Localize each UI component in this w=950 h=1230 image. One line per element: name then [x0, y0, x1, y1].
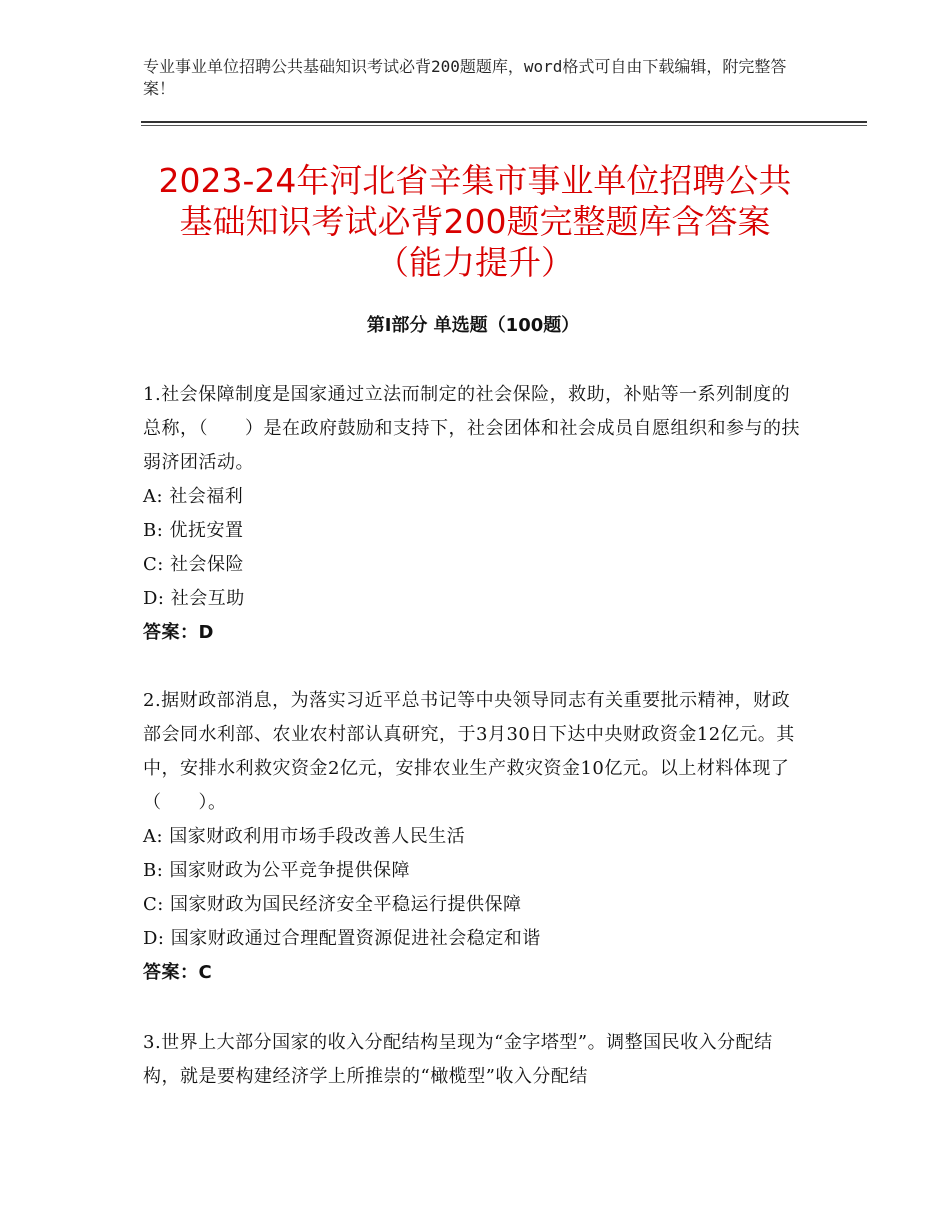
header-divider-thin [141, 125, 867, 126]
title-line-2: 基础知识考试必背200题完整题库含答案 [179, 202, 771, 241]
question-stem: 1.社会保障制度是国家通过立法而制定的社会保险，救助，补贴等一系列制度的总称，（ ）是在政府鼓励和支持下，社会团体和社会成员自愿组织和参与的扶弱济团活动。 [143, 384, 800, 473]
option-b: B: 优抚安置 [143, 520, 244, 541]
question-3 [143, 1026, 803, 1094]
option-c: C: 国家财政为国民经济安全平稳运行提供保障 [143, 894, 522, 915]
title-line-1: 2023-24年河北省辛集市事业单位招聘公共 [158, 161, 792, 200]
question-stem: 2.据财政部消息，为落实习近平总书记等中央领导同志有关重要批示精神，财政部会同水利部、农业农村部认真研究，于3月30日下达中央财政资金12亿元。其中，安排水利救灾资金2亿元，安排农业生产救灾资金10亿元。以上材料体现了（ ）。 [143, 690, 795, 813]
answer-label: 答案： [143, 622, 199, 643]
option-b: B: 国家财政为公平竞争提供保障 [143, 860, 411, 881]
section-title: 第Ⅰ部分 单选题（100题） [366, 315, 580, 336]
header-note: 专业事业单位招聘公共基础知识考试必背200题题库，word格式可自由下载编辑，附完整答案！ [143, 57, 787, 98]
option-a: A: 社会福利 [143, 486, 244, 507]
question-2 [143, 684, 803, 990]
answer-value: D [198, 622, 214, 643]
option-c: C: 社会保险 [143, 554, 245, 575]
answer-line [143, 956, 803, 990]
question-stem: 3.世界上大部分国家的收入分配结构呈现为“金字塔型”。调整国民收入分配结构，就是要构建经济学上所推崇的“橄榄型”收入分配结 [143, 1032, 773, 1087]
document-title [125, 160, 825, 283]
question-1 [143, 378, 803, 650]
option-d: D: 社会互助 [143, 588, 245, 609]
header-divider-thick [141, 121, 867, 123]
option-a: A: 国家财政利用市场手段改善人民生活 [143, 826, 466, 847]
title-line-3: （能力提升） [376, 243, 574, 282]
answer-value: C [198, 962, 213, 983]
answer-label: 答案： [143, 962, 199, 983]
option-d: D: 国家财政通过合理配置资源促进社会稳定和谐 [143, 928, 541, 949]
answer-line [143, 616, 803, 650]
